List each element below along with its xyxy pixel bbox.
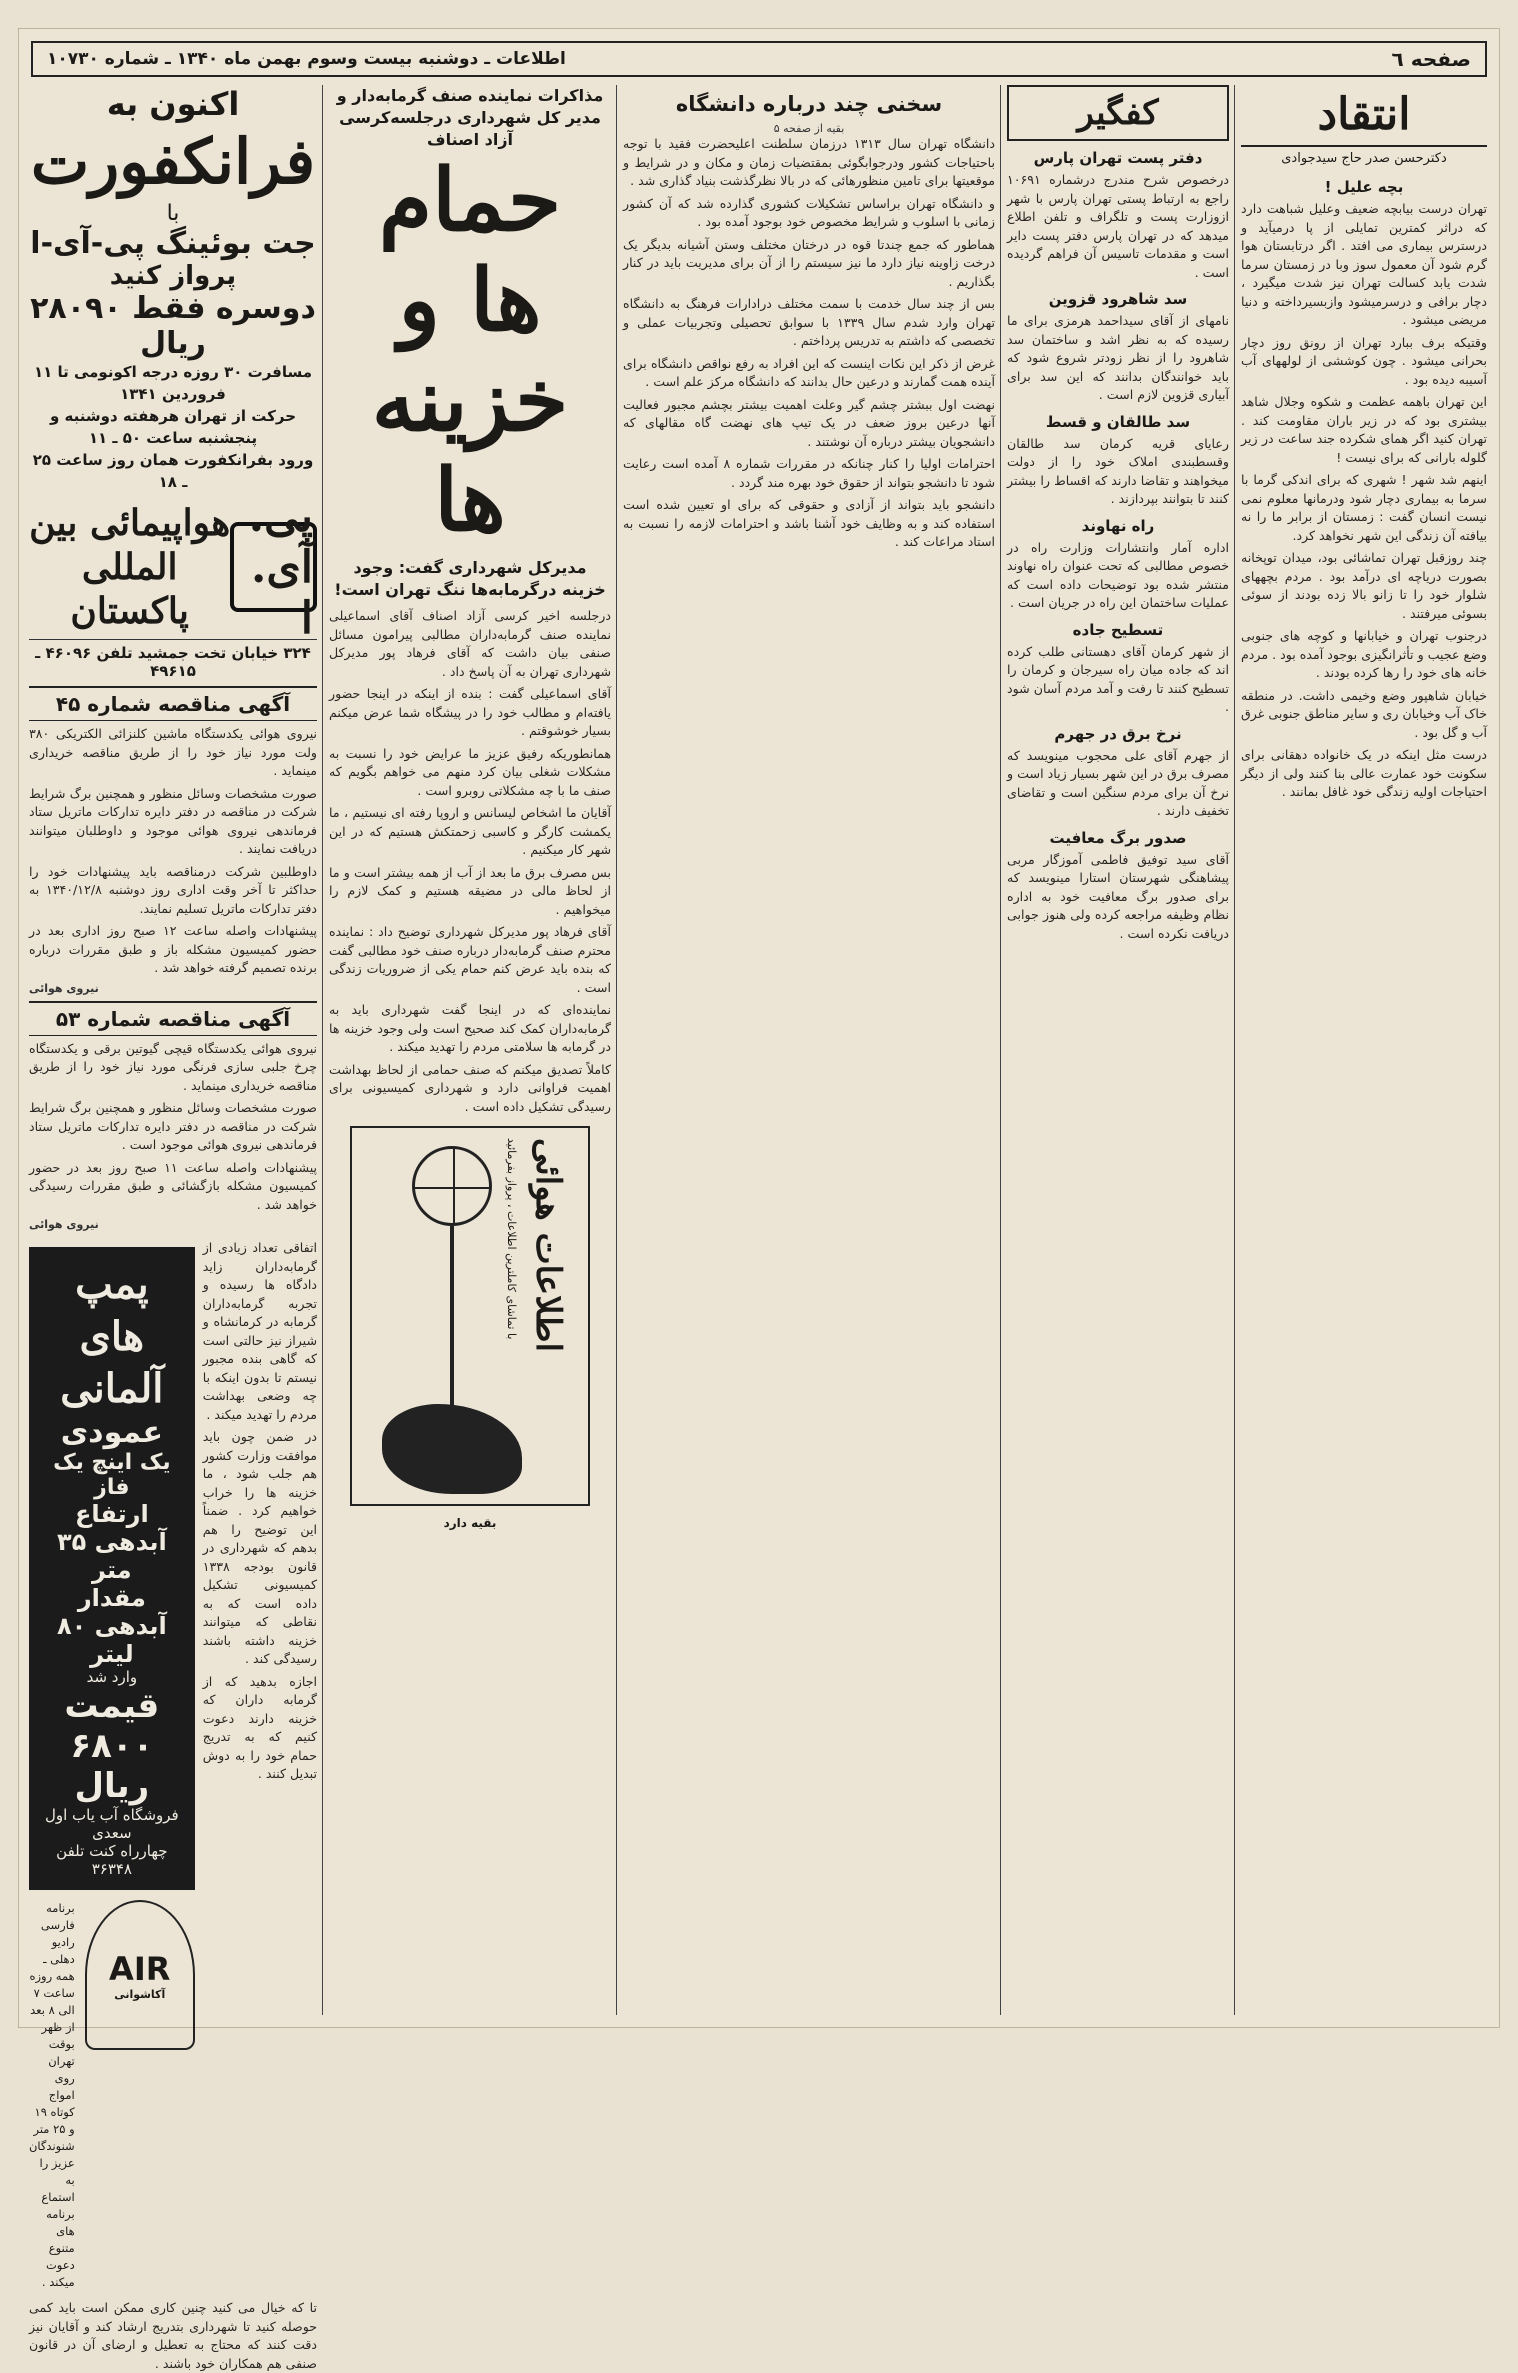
antenna-icon bbox=[450, 1226, 454, 1426]
pia-brand-row bbox=[29, 490, 317, 644]
column-university bbox=[623, 85, 995, 2015]
paragraph: آقای فرهاد پور مدیرکل شهرداری توضیح داد : نماینده محترم صنف گرمابه‌دار درباره صنف خود مطالبی گفت که بنده باید عرض کنم حمام یکی از ضروریات زندگی است . bbox=[329, 924, 611, 995]
section-body: نامهای از آقای سیداحمد هرمزی برای ما رسیده که به نظر اشد و ساختمان سد شاهرود را از نظر زودتر شروع شود که باید خوانندگان بدانند که این سد برای آبیاری قزوین لازم است . bbox=[1007, 313, 1229, 402]
paragraph: چند روزقبل تهران تماشائی بود، میدان توپخانه بصورت دریاچه ای درآمد بود . مردم بچههای شلوار خود را تا زانو بالا زده بودند از سوئی بسوئی میرفتند . bbox=[1241, 550, 1487, 621]
paragraph: پیشنهادات واصله ساعت ۱۱ صبح روز بعد در حضور کمیسیون مشکله بازگشائی و طبق مقررات رسیدگی خواهد شد . bbox=[29, 1159, 318, 1212]
ad-price: دوسره فقط ۲۸۰۹۰ ریال bbox=[30, 291, 316, 361]
column-baths bbox=[329, 85, 611, 2015]
section-title: راه نهاوند bbox=[1081, 516, 1155, 535]
pump-ad-title: پمپ های آلمانی bbox=[60, 1261, 164, 1412]
paragraph: نیروی هوائی یکدستگاه ماشین کلنزائی الکتریکی ۳۸۰ ولت مورد نیاز خود را از طریق مناقصه خریداری مینماید . bbox=[29, 726, 317, 778]
article-subhead: مدیرکل شهرداری گفت: وجود خزینه درگرمابه‌ها ننگ تهران است! bbox=[334, 558, 606, 599]
column-rule bbox=[1234, 85, 1235, 2015]
tender-signature: نیروی هوائی bbox=[29, 1218, 99, 1231]
paragraph: نیروی هوائی یکدستگاه قیچی گیوتین برقی و یکدستگاه چرخ جلبی سازی فرنگی مورد نیاز خود را از طریق مناقصه خریداری مینماید . bbox=[29, 1040, 317, 1093]
pump-ad-line: فروشگاه آب یاب اول سعدی bbox=[44, 1806, 179, 1842]
paragraph: درجلسه اخیر کرسی آزاد اصناف آقای اسماعیلی نماینده صنف گرمابه‌داران مطالبی پیرامون مسائل صنفی بیان داشت که آقای فرهاد پور مدیرکل شهرداری تهران به آن پاسخ داد . bbox=[329, 608, 611, 679]
ad-detail: ورود بفرانکفورت همان روز ساعت ۲۵ ـ ۱۸ bbox=[32, 451, 314, 491]
article-body bbox=[329, 607, 611, 1116]
paragraph: نهضت اول ببشتر چشم گیر وعلت اهمیت بیشتر بچشم مجبور فعالیت آنها درعین بروز ضعف در یک تیپ های نهضت گاه مقالهای که دانشجویان بیشتر درباره آن نوشتند . bbox=[623, 396, 995, 449]
section-body: رعایای قریه کرمان سد طالقان وقسطبندی املاک خود را از دولت میخواهند و تقاضا دارند که اقساط را بیشتر کنند تا بتوانند بپردازند . bbox=[1007, 435, 1229, 506]
ad-detail: حرکت از تهران هرهفته دوشنبه و پنجشنبه ساعت ۵۰ ـ ۱۱ bbox=[49, 407, 297, 447]
ad-line: اکنون به bbox=[106, 85, 240, 123]
section-body: آقای سید توفیق فاطمی آموزگار مربی پیشاهنگی شهرستان استارا مینویسد که برای صدور برگ معافیت خود به اداره نظام وظیفه مراجعه کرده ولی هنوز جوابی دریافت نکرده است . bbox=[1007, 851, 1229, 941]
section-title: سد طالقان و قسط bbox=[1045, 412, 1191, 431]
tender-title: آگهی مناقصه شماره ۴۵ bbox=[29, 686, 317, 721]
pump-ad bbox=[29, 1247, 195, 1890]
paragraph: دانشگاه تهران سال ۱۳۱۳ درزمان سلطنت اعلیحضرت فقید با توجه باحتیاجات کشور ودرجوابگوئی بمقتضیات زمان و مکان و در شرایط و موقعیتها برای تامین منظورهائی که در بالا نظرگذشت بنیاد گذاری شد . bbox=[623, 136, 996, 188]
paragraph: خیابان شاهپور وضع وخیمی داشت. در منطقه خاک آب وخیابان ری و سایر مناطق جنوبی غرق آب و گل بود . bbox=[1241, 687, 1487, 740]
column-body bbox=[1241, 200, 1487, 802]
article-body bbox=[203, 1239, 317, 2291]
continued-label: بقیه دارد bbox=[443, 1516, 497, 1530]
columns bbox=[28, 85, 1487, 2371]
pump-ad-line: ارتفاع آبدهی ۳۵ متر bbox=[57, 1500, 167, 1584]
ad-destination: فرانکفورت bbox=[30, 125, 316, 198]
paragraph: داوطلبین شرکت درمناقصه باید پیشنهادات خود را حداکثر تا آخر وقت اداری روز دوشنبه ۱۳۴۰/۱۲/۸ به دفتر تدارکات ماتریل تسلیم نمایند. bbox=[29, 863, 318, 916]
paragraph: نماینده‌ای که در اینجا گفت شهرداری باید به گرمابه‌داران کمک کند صحیح است ولی وجود خزینه ها در گرمابه ها سلامتی مردم را تهدید میکند . bbox=[329, 1002, 611, 1054]
tender-signature: نیروی هوائی bbox=[29, 981, 99, 995]
masthead bbox=[31, 41, 1487, 77]
ad-line: پرواز کنید bbox=[109, 261, 237, 291]
pump-ad-line: یک اینچ یک فاز bbox=[53, 1450, 171, 1500]
column-kafgir bbox=[1007, 85, 1229, 2015]
tender-body bbox=[29, 725, 317, 978]
paragraph: احترامات اولیا را کنار چنانکه در مقررات شماره ۸ آمده است رعایت شود تا دانشجو بتواند از حقوق خود بهره مند گردد . bbox=[623, 456, 995, 490]
paragraph: درست مثل اینکه در یک خانواده دهقانی برای سکونت خود عمارت عالی بنا کنند ولی از دیگر احتیاجات اولیه زندگی خود غافل بمانند . bbox=[1241, 747, 1487, 799]
paragraph: درجنوب تهران و خیابانها و کوچه های جنوبی وضع عجیب و تأثرانگیزی بوجود آمده بود . مردم خانه های خود را رها کرده بودند . bbox=[1241, 628, 1487, 680]
pia-name: هواپیمائی بین المللی پاکستان bbox=[29, 502, 231, 632]
column-ads bbox=[28, 85, 318, 2371]
pump-ad-line: عمودی bbox=[60, 1415, 163, 1450]
paragraph: وقتیکه برف ببارد تهران از رونق روز دچار بحرانی میشود . چون کوششی از لولههای آب آسیبه دیده بود . bbox=[1241, 334, 1487, 387]
paragraph: همانطوریکه رفیق عزیز ما عرایض خود را نسبت به مشکلات شغلی بیان کرد منهم می خواهم بگویم که صنف ما با چه مشکلاتی روبرو است . bbox=[329, 745, 611, 798]
section-title: سد شاهرود قزوین bbox=[1048, 290, 1188, 308]
ettelaat-havai-ad bbox=[350, 1126, 590, 1506]
paragraph: دانشجو باید بتواند از آزادی و حقوقی که برای او تعیین شده است استفاده کند و به وظایف خود آشنا باشد و احترامات لازمه را نسبت به استاد مراعات کند . bbox=[623, 497, 995, 549]
section-body: از جهرم آقای علی محجوب مینویسد که مصرف برق در این شهر بسیار زیاد است و نرخ آن برای مردم سنگین است و تقاضای تخفیف دارند . bbox=[1007, 747, 1229, 818]
paragraph: بس مصرف برق ما بعد از آب از همه بیشتر است و ما از لحاظ مالی در مضیقه هستیم و کمک لازم را میخواهیم . bbox=[329, 864, 611, 917]
issue-line: اطلاعات ـ دوشنبه بیست وسوم بهمن ماه ۱۳۴۰ ـ شماره ۱۰۷۳۰ bbox=[47, 49, 566, 69]
section-body: درخصوص شرح مندرج درشماره ۱۰۶۹۱ راجع به ارتباط پستی تهران پارس با شهر ازوزارت پست و تلگراف و تلفن اطلاع میدهد که در تهران پارس دفتر پست دایر است و مقدمات تاسیس آن فراهم گردیده است . bbox=[1007, 172, 1229, 280]
globe-icon bbox=[412, 1146, 492, 1226]
section-title: بچه علیل ! bbox=[1324, 178, 1404, 196]
section-body: اداره آمار وانتشارات وزارت راه در خصوص مطالبی که تحت عنوان راه نهاوند منتشر شده بود توضیحات داده است که عملیات ساختمان این راه در جریان است . bbox=[1007, 539, 1229, 610]
paragraph: غرض از ذکر این نکات اینست که این افراد به رفع نواقص دانشگاه برای آینده همت گمارند و درعین حال بدانند که دانشگاه مرکز علم است . bbox=[623, 355, 995, 389]
section-title: صدور برگ معافیت bbox=[1049, 828, 1187, 847]
pia-frankfurt-ad bbox=[29, 85, 317, 680]
paragraph: صورت مشخصات وسائل منظور و همچنین برگ شرایط شرکت در مناقصه در دفتر دایره تدارکات ماتریل ستاد فرماندهی نیروی هوائی موجود و داوطلبان میتوانند دریافت نمایند . bbox=[29, 785, 317, 856]
page-number: صفحه ٦ bbox=[1391, 47, 1471, 71]
continued-from: بقیه از صفحه ۵ bbox=[773, 122, 845, 135]
pump-ad-line: مقدار آبدهی ۸۰ لیتر bbox=[57, 1584, 167, 1668]
ad-title: اطلاعات هوائی bbox=[528, 1138, 568, 1353]
kafgir-logo: کفگیر bbox=[1007, 85, 1229, 141]
column-author: دکترحسن صدر حاج سیدجوادی bbox=[1281, 151, 1447, 166]
map-icon bbox=[382, 1404, 522, 1494]
air-logo-caption: آکاشوانی bbox=[114, 1987, 166, 2001]
lower-block bbox=[29, 1239, 317, 2291]
section-title: دفتر پست تهران پارس bbox=[1033, 149, 1203, 167]
air-ad-text: برنامه فارسی رادیو دهلی ـ همه روزه ساعت ۷ الی ۸ بعد از ظهر بوقت تهران روی امواج کوتاه ۱۹ و ۲۵ متر شنوندگان عزیز را به استماع برنامه های متنوع دعوت میکند . bbox=[28, 1901, 75, 2289]
paragraph: کاملاً تصدیق میکنم که صنف حمامی از لحاظ بهداشت اهمیت فراوانی دارد و شهرداری کمیسیونی برای رسیدگی تشکیل داده است . bbox=[329, 1061, 611, 1114]
paragraph: آقای اسماعیلی گفت : بنده از اینکه در اینجا حضور یافته‌ام و مطالب خود را در پیشگاه شما عرض میکنم بسیار خوشوقتم . bbox=[329, 686, 611, 738]
column-rule bbox=[1000, 85, 1001, 2015]
paragraph: اتفاقی تعداد زیادی از گرمابه‌داران زاید دادگاه ها رسیده و تجربه گرمابه‌داران گرمابه در کرمانشاه و شیراز نیز حالتی است که گاهی بنده مجبور نیستم تا بدون اینکه با چه وضعی بهداشت مردم را تهدید میکند . bbox=[202, 1240, 317, 1422]
pump-ad-price: قیمت ۶۸۰۰ ریال bbox=[64, 1686, 160, 1806]
newspaper-page bbox=[18, 28, 1500, 2371]
tender-body bbox=[29, 1040, 317, 1215]
section-body: از شهر کرمان آقای دهستانی طلب کرده اند که جاده میان راه سیرجان و کرمان را تسطیح کنند تا رفت و آمد مردم آسان شود . bbox=[1007, 643, 1229, 714]
ad-detail: مسافرت ۳۰ روزه درجه اکونومی تا ۱۱ فروردین ۱۳۴۱ bbox=[33, 363, 313, 403]
enteghad-logo: انتقاد bbox=[1241, 85, 1487, 147]
paragraph: آقایان ما اشخاص لیسانس و اروپا رفته ای نیستیم ، ما یکمشت کارگر و کاسبی زحمتکش هستیم که در این شهر کار میکنیم . bbox=[329, 805, 611, 857]
section-title: نرخ برق در جهرم bbox=[1054, 724, 1182, 743]
air-logo-text: AIR bbox=[109, 1949, 171, 1988]
headline-kicker: مذاکرات نماینده صنف گرمابه‌دار و مدیر کل شهرداری درجلسه‌کرسی آزاد اصناف bbox=[336, 86, 604, 149]
pump-ad-wrap bbox=[29, 1239, 195, 2291]
pia-logo: پی. آی. ا bbox=[230, 522, 317, 612]
paragraph: اجازه بدهید که از گرمابه داران که خزینه دارند دعوت کنیم که به تدریج حمام خود را به دوش تبدیل کنند . bbox=[202, 1673, 317, 1781]
pump-ad-line: وارد شد bbox=[86, 1668, 138, 1686]
paragraph: تهران درست بیابچه ضعیف وعلیل شباهت دارد که دراثر کمترین تمایلی از پا درمیآید و درسترس بیماری می افتد . اگر درتابستان هوا گرم شود آن معمول سوز وبا در زمستان سرما شدت یابد کسالت تهران نیز شدت میگیرد ، دچار برافی و درسرمیشود وازبسیرداخته و دنیا مریضی میشود . bbox=[1241, 201, 1487, 327]
column-rule bbox=[322, 85, 323, 2015]
ad-line: با bbox=[166, 201, 180, 226]
ad-tagline: با تماشای کاملترین اطلاعات ، پرواز بفرمائید bbox=[505, 1138, 518, 1340]
section-title: تسطیح جاده bbox=[1072, 620, 1164, 639]
paragraph: در ضمن چون باید موافقت وزارت کشور هم جلب شود ، ما خزینه ها را خراب خواهیم کرد . ضمناً این توضیح را هم بدهم که شهرداری در قانون بودجه ۱۳۳۸ کمیسیونی تشکیل داده است که به نقاطی که میتوانند خزینه داشته باشند رسیدگی کند . bbox=[202, 1429, 317, 1666]
pia-address: ۳۲۴ خیابان تخت جمشید تلفن ۴۶۰۹۶ ـ ۴۹۶۱۵ bbox=[29, 639, 317, 680]
tender-title: آگهی مناقصه شماره ۵۳ bbox=[29, 1001, 317, 1036]
article-body bbox=[623, 135, 995, 552]
air-logo bbox=[85, 1900, 195, 2050]
paragraph: هماطور که جمع چندتا قوه در درختان مختلف وستن آشیانه بدیگر یک درخت زاوینه نیاز دارد ما نیز سیستم را از آن برای مدیریت باید در کنار بگذاریم . bbox=[623, 236, 995, 289]
column-rule bbox=[616, 85, 617, 2015]
ad-line: جت بوئینگ پی-آی-ا bbox=[30, 226, 316, 261]
pump-ad-line: چهارراه کنت تلفن ۳۶۳۴۸ bbox=[56, 1842, 168, 1878]
paragraph: اینهم شد شهر ! شهری که برای اندکی گرما با سرما به بیماری دچار شود ودرمانها معلوم نمی نیست انسان گفت : زمستان از برابر ما را نه بیافته آن زندگی این شهر نخواهد کرد. bbox=[1241, 472, 1487, 543]
paragraph: صورت مشخصات وسائل منظور و همچنین برگ شرایط شرکت در مناقصه در دفتر دایره تدارکات ماتریل ستاد فرماندهی نیروی هوائی موجود است . bbox=[29, 1100, 317, 1152]
headline-line-2: خزینه ها bbox=[371, 350, 569, 551]
paragraph: این تهران باهمه عظمت و شکوه وجلال شاهد بیشتری بود که در زیر باران مقاومت کند . تهران کنید اگر همای شکرده جند ساعت در زیر گلوله بارانی که برای نیست ! bbox=[1241, 394, 1487, 465]
headline-line-1: حمام ها و bbox=[378, 150, 562, 351]
paragraph: و دانشگاه تهران براساس تشکیلات کشوری گذارده شد که آن کشور زمانی با اسلوب و شرایط مخصوص خود بوجود آمده بود . bbox=[623, 195, 995, 229]
paragraph: پیشنهادات واصله ساعت ۱۲ صبح روز اداری بعد در حضور کمیسیون مشکله باز و طبق مقررات درباره برنده تصمیم گرفته خواهد شد . bbox=[29, 923, 318, 975]
paragraph: بس از چند سال خدمت با سمت مختلف درادارات فرهنگ به دانشگاه تهران وارد شدم سال ۱۳۳۹ با سوابق تحصیلی وتجربیات عملی و تخصصی که داشتم به تدریس پرداختم . bbox=[623, 296, 996, 348]
air-radio-ad bbox=[29, 1900, 195, 2291]
column-enteghad bbox=[1241, 85, 1487, 2015]
bottom-paragraph: تا که خیال می کنید چنین کاری ممکن است باید کمی حوصله کنید تا شهرداری بتدریج ارشاد کند و آقایان نیز دقت کنند که محتاج به تعطیل و ارضای آن در قانون صنفی هم همکاران خود باشند . bbox=[29, 2300, 317, 2371]
article-headline: سخنی چند درباره دانشگاه bbox=[675, 92, 943, 116]
